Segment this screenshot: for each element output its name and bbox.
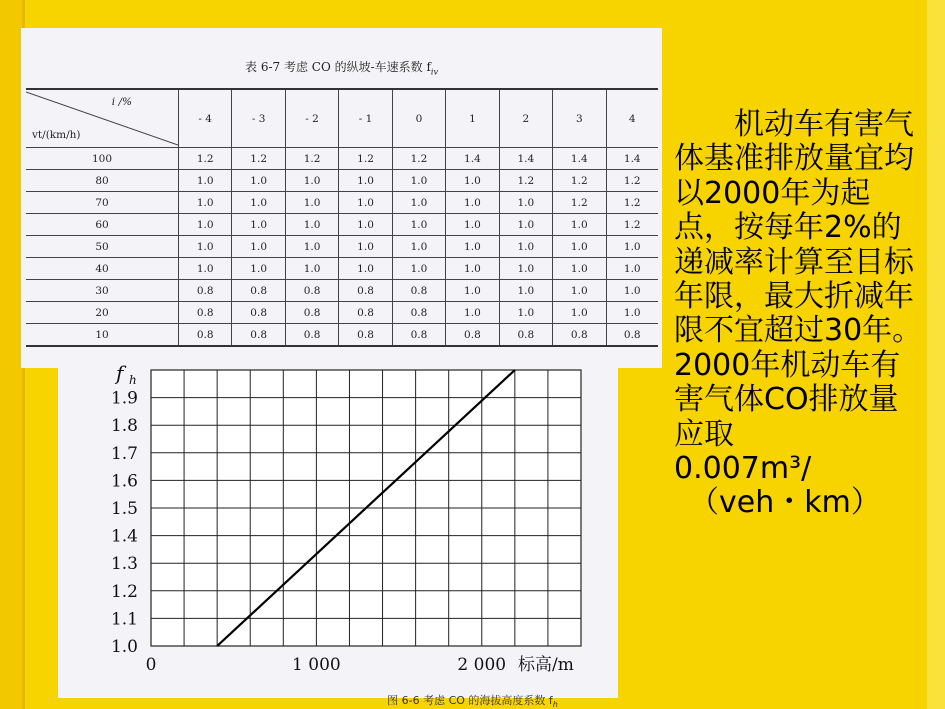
coefficient-cell: 1.0 <box>179 236 232 258</box>
grade-column-header: - 2 <box>285 89 338 148</box>
coefficient-cell: 1.0 <box>392 170 445 192</box>
coefficient-cell: 1.0 <box>392 192 445 214</box>
coefficient-cell: 1.0 <box>553 258 606 280</box>
table-row <box>26 280 658 302</box>
x-axis-label: 标高/m <box>518 655 574 675</box>
coefficient-cell: 1.0 <box>392 258 445 280</box>
coefficient-cell: 1.0 <box>446 170 499 192</box>
coefficient-cell: 1.0 <box>553 302 606 324</box>
coefficient-cell: 1.2 <box>285 148 338 170</box>
y-tick-label: 1.5 <box>110 499 138 519</box>
x-tick-label: 1 000 <box>292 655 341 675</box>
coefficient-cell: 0.8 <box>232 302 285 324</box>
coefficient-cell: 1.0 <box>285 170 338 192</box>
coefficient-cell: 1.0 <box>499 192 552 214</box>
coefficient-cell: 1.0 <box>392 214 445 236</box>
coefficient-cell: 1.2 <box>499 170 552 192</box>
grade-column-header: 4 <box>606 89 658 148</box>
y-tick-label: 1.4 <box>110 526 138 547</box>
table-title-subscript: iv <box>430 67 438 77</box>
grade-column-header: - 1 <box>339 89 392 148</box>
table-row <box>26 214 658 236</box>
coefficient-cell: 1.0 <box>606 302 658 324</box>
coefficient-cell: 1.0 <box>606 280 658 302</box>
coefficient-cell: 1.0 <box>553 280 606 302</box>
coefficient-cell: 1.2 <box>606 214 658 236</box>
grade-column-header: 2 <box>499 89 552 148</box>
coefficient-table <box>26 88 658 347</box>
table-title-text: 表 6-7 考虑 CO 的纵坡-车速系数 f <box>245 60 431 74</box>
right-stripe <box>927 0 945 709</box>
coefficient-cell: 0.8 <box>606 324 658 347</box>
coefficient-cell: 0.8 <box>339 280 392 302</box>
coefficient-cell: 1.0 <box>446 236 499 258</box>
chart-caption-text: 图 6-6 考虑 CO 的海拔高度系数 f <box>387 694 553 707</box>
table-row <box>26 324 658 347</box>
grade-column-header: 3 <box>553 89 606 148</box>
grade-column-header: - 4 <box>179 89 232 148</box>
coefficient-cell: 1.0 <box>339 236 392 258</box>
y-tick-label: 1.1 <box>110 609 138 630</box>
coefficient-cell: 1.0 <box>285 192 338 214</box>
y-tick-label: 1.3 <box>110 554 138 575</box>
coefficient-cell: 1.2 <box>179 148 232 170</box>
chart-caption <box>0 692 945 709</box>
coefficient-cell: 0.8 <box>339 324 392 347</box>
table-row <box>26 148 658 170</box>
coefficient-cell: 0.8 <box>179 324 232 347</box>
table-title <box>21 58 662 76</box>
y-axis-label-subscript: h <box>129 373 137 387</box>
coefficient-cell: 1.0 <box>179 214 232 236</box>
coefficient-cell: 1.0 <box>339 192 392 214</box>
table-row <box>26 236 658 258</box>
coefficient-cell: 0.8 <box>339 302 392 324</box>
table-row <box>26 170 658 192</box>
coefficient-cell: 1.0 <box>446 280 499 302</box>
table-row <box>26 302 658 324</box>
speed-cell: 80 <box>26 170 179 192</box>
coefficient-cell: 1.0 <box>179 192 232 214</box>
y-tick-label: 1.8 <box>110 416 138 437</box>
coefficient-cell: 1.2 <box>232 148 285 170</box>
table-row <box>26 258 658 280</box>
coefficient-cell: 1.2 <box>553 192 606 214</box>
x-tick-label: 2 000 <box>457 655 507 675</box>
coefficient-cell: 0.8 <box>392 280 445 302</box>
speed-cell: 20 <box>26 302 179 324</box>
body-paragraph: 机动车有害气体基准排放量宜均以2000年为起点，按每年2%的递减率计算至目标年限，最大折减年限不宜超过30年。2000年机动车有害气体CO排放量应取 <box>674 107 923 452</box>
speed-cell: 60 <box>26 214 179 236</box>
coefficient-cell: 0.8 <box>446 324 499 347</box>
coefficient-cell: 1.0 <box>285 258 338 280</box>
coefficient-cell: 0.8 <box>285 280 338 302</box>
coefficient-cell: 1.0 <box>553 236 606 258</box>
coefficient-cell: 1.0 <box>446 192 499 214</box>
slide-body-text <box>674 108 924 521</box>
table-row <box>26 192 658 214</box>
chart-caption-subscript: h <box>552 700 558 709</box>
left-stripe <box>0 0 22 709</box>
coefficient-cell: 1.0 <box>499 236 552 258</box>
speed-cell: 40 <box>26 258 179 280</box>
coefficient-cell: 1.0 <box>285 214 338 236</box>
coefficient-cell: 1.0 <box>179 258 232 280</box>
y-tick-label: 1.2 <box>110 581 138 602</box>
grade-column-header: 0 <box>392 89 445 148</box>
table-header-row <box>26 89 658 148</box>
altitude-chart <box>58 358 618 698</box>
coefficient-cell: 1.0 <box>232 170 285 192</box>
coefficient-cell: 0.8 <box>553 324 606 347</box>
coefficient-cell: 0.8 <box>392 324 445 347</box>
body-value: 0.007m³/ <box>674 451 812 487</box>
y-tick-label: 1.9 <box>110 388 138 409</box>
coefficient-cell: 1.0 <box>499 214 552 236</box>
y-tick-label: 1.0 <box>110 637 138 657</box>
coefficient-cell: 1.0 <box>499 280 552 302</box>
coefficient-cell: 1.0 <box>446 258 499 280</box>
coefficient-cell: 1.0 <box>179 170 232 192</box>
coefficient-cell: 1.4 <box>606 148 658 170</box>
y-tick-label: 1.7 <box>110 443 138 464</box>
coefficient-cell: 1.0 <box>339 258 392 280</box>
coefficient-cell: 1.2 <box>606 192 658 214</box>
coefficient-cell: 1.0 <box>446 214 499 236</box>
coefficient-cell: 1.4 <box>446 148 499 170</box>
grade-column-header: - 3 <box>232 89 285 148</box>
coefficient-cell: 1.0 <box>232 192 285 214</box>
speed-cell: 10 <box>26 324 179 347</box>
altitude-chart-panel <box>58 358 618 698</box>
coefficient-cell: 1.0 <box>285 236 338 258</box>
coefficient-cell: 1.0 <box>392 236 445 258</box>
coefficient-cell: 0.8 <box>499 324 552 347</box>
coefficient-table-panel <box>21 28 662 368</box>
table-body <box>26 148 658 347</box>
grade-header: i /% <box>111 96 132 108</box>
speed-header: vt/(km/h) <box>32 129 81 141</box>
coefficient-cell: 1.0 <box>232 258 285 280</box>
coefficient-cell: 1.0 <box>606 258 658 280</box>
speed-cell: 100 <box>26 148 179 170</box>
coefficient-cell: 0.8 <box>179 302 232 324</box>
y-tick-label: 1.6 <box>110 471 138 492</box>
coefficient-cell: 1.4 <box>553 148 606 170</box>
coefficient-cell: 1.0 <box>499 258 552 280</box>
speed-cell: 50 <box>26 236 179 258</box>
coefficient-cell: 0.8 <box>179 280 232 302</box>
coefficient-cell: 0.8 <box>232 280 285 302</box>
coefficient-cell: 1.0 <box>339 170 392 192</box>
x-tick-label: 0 <box>145 655 157 675</box>
coefficient-cell: 0.8 <box>392 302 445 324</box>
coefficient-cell: 1.2 <box>553 170 606 192</box>
coefficient-cell: 1.2 <box>339 148 392 170</box>
body-unit: （veh・km） <box>689 485 881 521</box>
coefficient-cell: 1.0 <box>232 236 285 258</box>
coefficient-cell: 1.0 <box>606 236 658 258</box>
speed-cell: 70 <box>26 192 179 214</box>
coefficient-cell: 1.0 <box>553 214 606 236</box>
coefficient-cell: 1.0 <box>339 214 392 236</box>
coefficient-cell: 1.4 <box>499 148 552 170</box>
coefficient-cell: 0.8 <box>285 324 338 347</box>
coefficient-cell: 1.0 <box>232 214 285 236</box>
coefficient-cell: 0.8 <box>285 302 338 324</box>
coefficient-cell: 1.0 <box>499 302 552 324</box>
coefficient-cell: 1.0 <box>446 302 499 324</box>
coefficient-cell: 0.8 <box>232 324 285 347</box>
table-corner-header <box>26 89 179 148</box>
coefficient-cell: 1.2 <box>392 148 445 170</box>
coefficient-cell: 1.2 <box>606 170 658 192</box>
speed-cell: 30 <box>26 280 179 302</box>
y-axis-label: f <box>116 361 124 385</box>
grade-column-header: 1 <box>446 89 499 148</box>
